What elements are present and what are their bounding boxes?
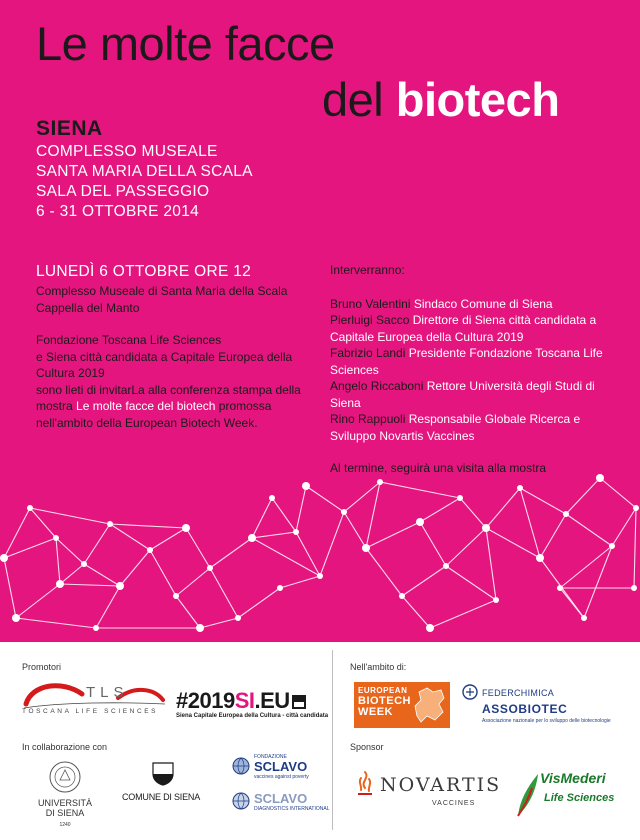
- assobiotec-name: ASSOBIOTEC: [482, 702, 568, 716]
- fondazione-sclavo-name: SCLAVO: [254, 759, 308, 774]
- tls-logo: [22, 680, 167, 722]
- siena2019-subtitle: Siena Capitale Europea della Cultura - città candidata: [176, 713, 329, 719]
- label-collaborazione: In collaborazione con: [22, 742, 108, 752]
- network-node: [12, 614, 20, 622]
- network-node: [416, 518, 424, 526]
- network-node: [248, 534, 256, 542]
- fondazione-label: FONDAZIONE: [254, 754, 287, 760]
- ebw-line1: EUROPEAN: [358, 686, 408, 695]
- sclavo-name: SCLAVO: [254, 791, 308, 806]
- federchimica-emblem-icon: [462, 684, 478, 700]
- speaker-role: Responsabile Globale Ricerca e Sviluppo Novartis Vaccines: [330, 412, 581, 443]
- unisi-line2: DI SIENA: [45, 808, 85, 818]
- novartis-subtitle: VACCINES: [432, 800, 476, 807]
- network-node: [563, 511, 569, 517]
- closing-note: Al termine, seguirà una visita alla mostra: [330, 461, 547, 475]
- venue-line: SALA DEL PASSEGGIO: [36, 183, 210, 200]
- siena-shield-icon: [152, 762, 174, 786]
- siena2019-logo: [176, 688, 329, 723]
- network-node: [362, 544, 370, 552]
- exhibition-name: Le molte facce del biotech: [76, 399, 216, 413]
- partners-footer: [0, 642, 640, 840]
- novartis-logo: [356, 770, 506, 816]
- tls-mark: TLS: [86, 684, 129, 701]
- tls-subtitle: TOSCANA LIFE SCIENCES: [22, 708, 159, 715]
- network-node: [536, 554, 544, 562]
- network-node: [517, 485, 523, 491]
- globe-icon: [232, 757, 250, 775]
- invite-text: [36, 382, 318, 432]
- venue-dates: 6 - 31 OTTOBRE 2014: [36, 203, 200, 220]
- network-node: [27, 505, 33, 511]
- comune-name: COMUNE DI SIENA: [122, 792, 201, 802]
- speaker-role: Rettore Università degli Studi di Siena: [330, 379, 595, 410]
- speaker: [330, 411, 620, 444]
- network-node: [341, 509, 347, 515]
- network-node: [147, 547, 153, 553]
- network-node: [457, 495, 463, 501]
- ebw-logo: [354, 682, 450, 728]
- network-node: [596, 474, 604, 482]
- fondazione-sclavo-subtitle: vaccines against poverty: [254, 774, 309, 780]
- siena2019-mark: [176, 689, 326, 713]
- speakers-block: [330, 262, 620, 477]
- network-node: [631, 585, 637, 591]
- speaker: [330, 296, 620, 313]
- label-promotori: Promotori: [22, 662, 62, 672]
- siena2019-eu: .EU: [254, 688, 290, 713]
- network-node: [277, 585, 283, 591]
- network-node: [196, 624, 204, 632]
- globe-icon: [232, 792, 250, 810]
- title-plain: del: [322, 73, 396, 126]
- speaker: [330, 378, 620, 411]
- speaker-name: Bruno Valentini: [330, 296, 411, 311]
- network-node: [269, 495, 275, 501]
- network-node: [426, 624, 434, 632]
- invitation-text: [36, 262, 318, 431]
- network-node: [116, 582, 124, 590]
- novartis-flame-icon: [356, 770, 374, 796]
- poster-title-line2: [322, 73, 560, 126]
- fondazione-sclavo-logo: [232, 754, 322, 780]
- invite-end: promossa nell'ambito della European Biotech Week.: [36, 399, 272, 430]
- assobiotec-logo: [462, 684, 634, 728]
- network-node: [0, 554, 8, 562]
- unisi-logo: [32, 760, 98, 834]
- venue-line: COMPLESSO MUSEALE: [36, 143, 218, 160]
- network-node: [317, 573, 323, 579]
- network-node: [493, 597, 499, 603]
- unisi-year: 1240: [59, 822, 71, 828]
- network-node: [173, 593, 179, 599]
- speaker-name: Rino Rappuoli: [330, 412, 406, 426]
- speaker-role: Presidente Fondazione Toscana Life Sciences: [330, 346, 603, 377]
- poster-title-line1: Le molte facce: [36, 17, 335, 70]
- network-node: [609, 543, 615, 549]
- network-node: [56, 580, 64, 588]
- venue-block: [36, 116, 253, 222]
- network-node: [182, 524, 190, 532]
- footer-divider: [332, 650, 333, 830]
- ebw-line3: WEEK: [358, 706, 393, 718]
- speaker-name: Fabrizio Landi: [330, 346, 406, 360]
- label-ambito: Nell'ambito di:: [350, 662, 407, 672]
- square-icon: [292, 695, 306, 709]
- comune-logo: [118, 762, 210, 802]
- ebw-line2: BIOTECH: [358, 695, 411, 707]
- speaker-name: Pierluigi Sacco: [330, 313, 410, 327]
- network-node: [235, 615, 241, 621]
- network-node: [377, 479, 383, 485]
- network-node: [53, 535, 59, 541]
- speaker: [330, 312, 620, 345]
- network-node: [93, 625, 99, 631]
- event-room: Cappella del Manto: [36, 300, 140, 315]
- network-node: [302, 482, 310, 490]
- network-node: [581, 615, 587, 621]
- label-sponsor: Sponsor: [350, 742, 384, 752]
- event-place: Complesso Museale di Santa Maria della Scala: [36, 284, 288, 298]
- venue-city: SIENA: [36, 117, 103, 140]
- invite-start: sono lieti di invitarLa alla conferenza stampa della mostra: [36, 382, 301, 413]
- network-node: [81, 561, 87, 567]
- network-node: [557, 585, 563, 591]
- network-node: [399, 593, 405, 599]
- network-node: [443, 563, 449, 569]
- vismederi-logo: [516, 764, 628, 822]
- event-date: LUNEDÌ 6 OTTOBRE ORE 12: [36, 263, 252, 280]
- speaker-role: Direttore di Siena città candidata a Capitale Europea della Cultura 2019: [330, 313, 597, 344]
- siena2019-si: SI: [234, 688, 255, 713]
- novartis-name: NOVARTIS: [380, 774, 502, 796]
- vismederi-name: VisMederi: [540, 770, 606, 786]
- molecular-network-graphic: [0, 468, 640, 642]
- siena2019-hash: #2019: [176, 688, 235, 713]
- network-node: [633, 505, 639, 511]
- network-node: [207, 565, 213, 571]
- unisi-line1: UNIVERSITÀ: [37, 798, 92, 808]
- venue-line: SANTA MARIA DELLA SCALA: [36, 163, 253, 180]
- vismederi-leaf-icon: [516, 770, 540, 818]
- sclavo-logo: [232, 790, 330, 814]
- vismederi-subtitle: Life Sciences: [544, 792, 615, 804]
- speakers-intro: Interverranno:: [330, 263, 405, 277]
- speaker-role: Sindaco Comune di Siena: [413, 296, 553, 311]
- speaker: [330, 345, 620, 378]
- network-node: [293, 529, 299, 535]
- assobiotec-subtitle: Associazione nazionale per lo sviluppo delle biotecnologie: [482, 718, 611, 724]
- speaker-name: Angelo Riccaboni: [330, 379, 424, 393]
- university-seal-icon: [48, 760, 82, 794]
- sclavo-subtitle: DIAGNOSTICS INTERNATIONAL: [254, 806, 330, 812]
- host-org: Fondazione Toscana Life Sciences: [36, 333, 222, 347]
- federchimica-name: FEDERCHIMICA: [482, 688, 555, 698]
- host-org-2: e Siena città candidata a Capitale Europea della Cultura 2019: [36, 349, 293, 380]
- title-bold: biotech: [395, 73, 560, 126]
- europe-map-icon: [411, 686, 447, 724]
- network-node: [482, 524, 490, 532]
- network-node: [107, 521, 113, 527]
